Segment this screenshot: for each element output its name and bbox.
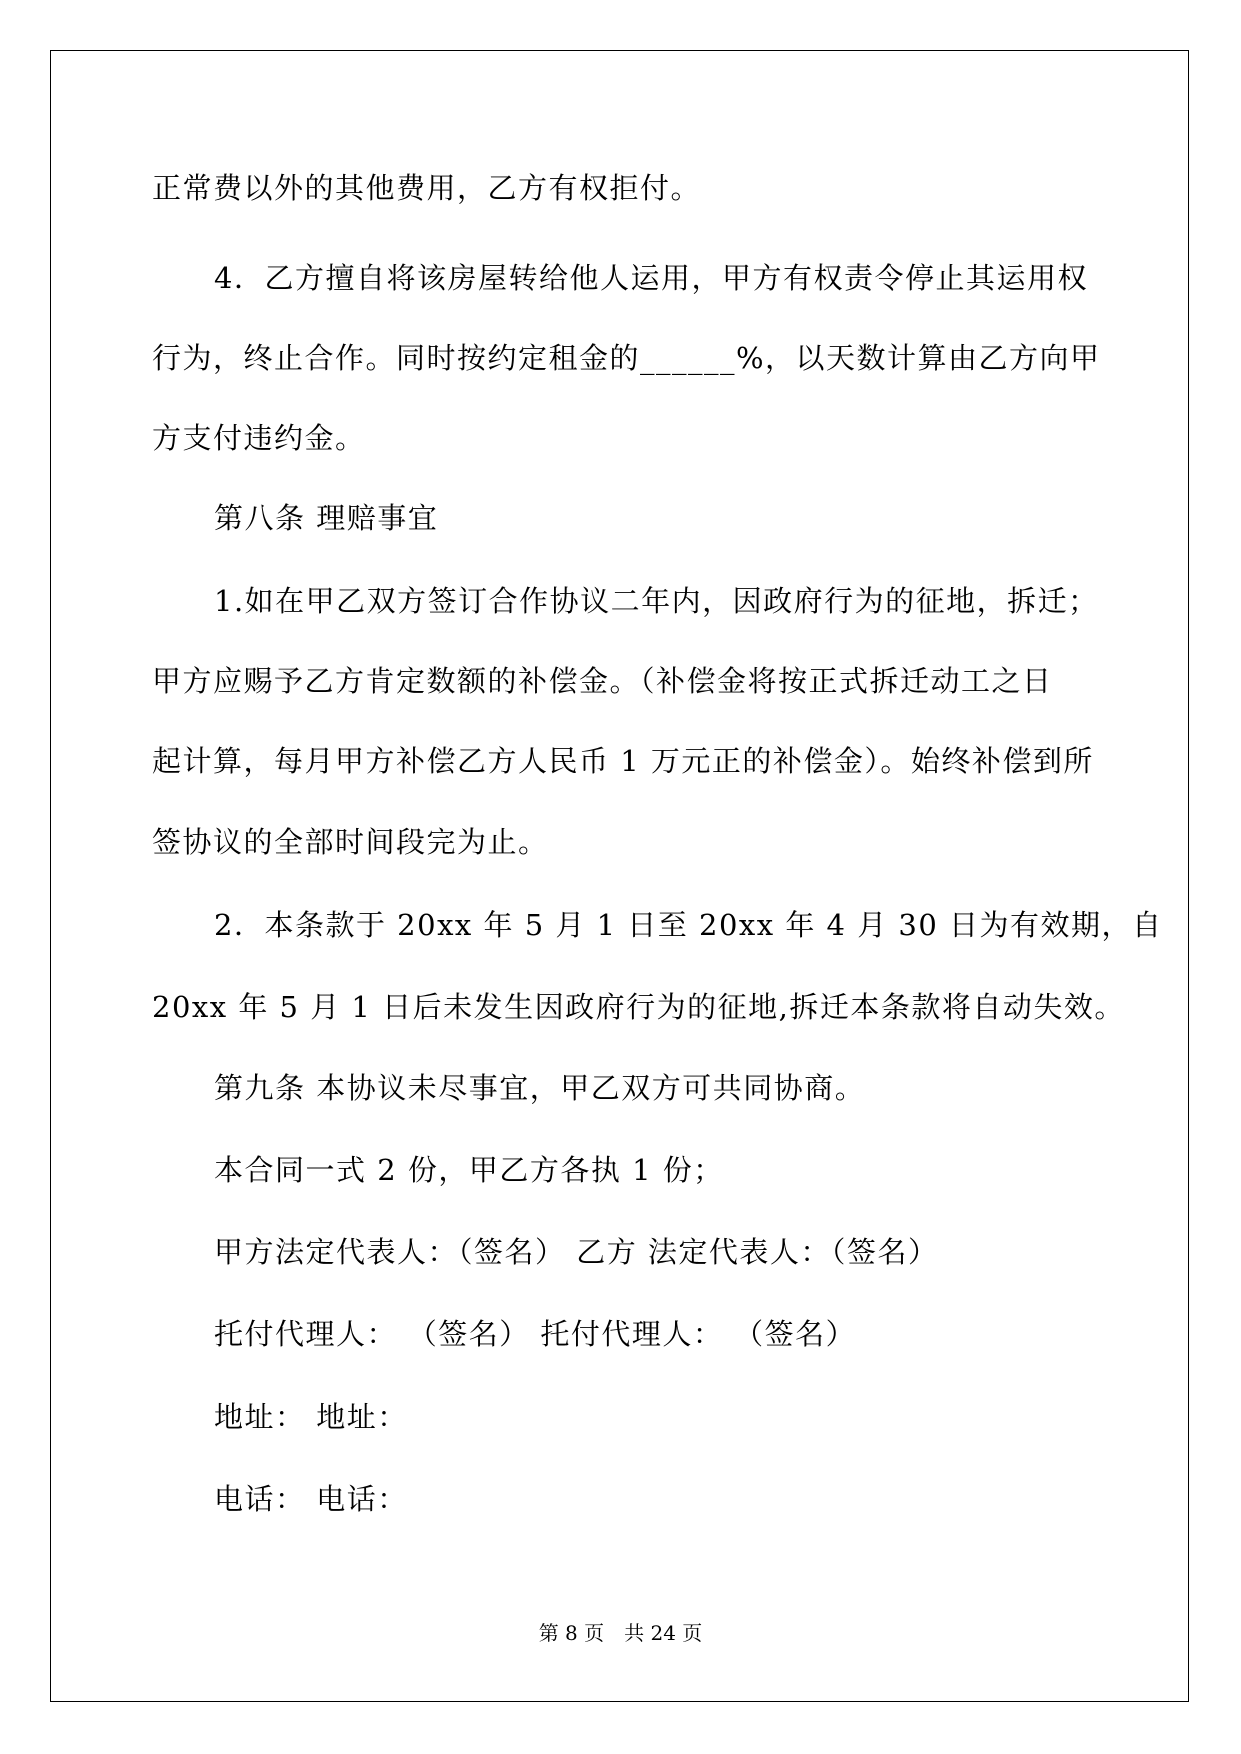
text-line: 1.如在甲乙双方签订合作协议二年内，因政府行为的征地，拆迁； [214,584,1099,618]
text-line: 20xx 年 5 月 1 日后未发生因政府行为的征地,拆迁本条款将自动失效。 [152,990,1125,1024]
text-line: 4．乙方擅自将该房屋转给他人运用，甲方有权责令停止其运用权 [214,261,1088,295]
text-line: 正常费以外的其他费用，乙方有权拒付。 [152,171,702,205]
section-heading: 第九条 本协议未尽事宜，甲乙双方可共同协商。 [214,1071,866,1105]
text-line: 行为，终止合作。同时按约定租金的______%，以天数计算由乙方向甲 [152,341,1101,375]
signature-line: 托付代理人： （签名） 托付代理人： （签名） [214,1317,857,1351]
signature-line: 甲方法定代表人：（签名） 乙方 法定代表人：（签名） [214,1235,939,1269]
phone-line: 电话： 电话： [214,1482,408,1516]
address-line: 地址： 地址： [214,1400,408,1434]
section-heading: 第八条 理赔事宜 [214,501,439,535]
text-line: 甲方应赐予乙方肯定数额的补偿金。（补偿金将按正式拆迁动工之日 [152,664,1053,698]
text-line: 签协议的全部时间段完为止。 [152,825,549,859]
text-line: 本合同一式 2 份，甲乙方各执 1 份； [214,1153,724,1187]
text-line: 方支付违约金。 [152,421,366,455]
text-line: 起计算，每月甲方补偿乙方人民币 1 万元正的补偿金）。始终补偿到所 [152,744,1094,778]
page-number-footer: 第 8 页 共 24 页 [538,1621,703,1645]
text-line: 2．本条款于 20xx 年 5 月 1 日至 20xx 年 4 月 30 日为有效期，自 [214,908,1163,942]
